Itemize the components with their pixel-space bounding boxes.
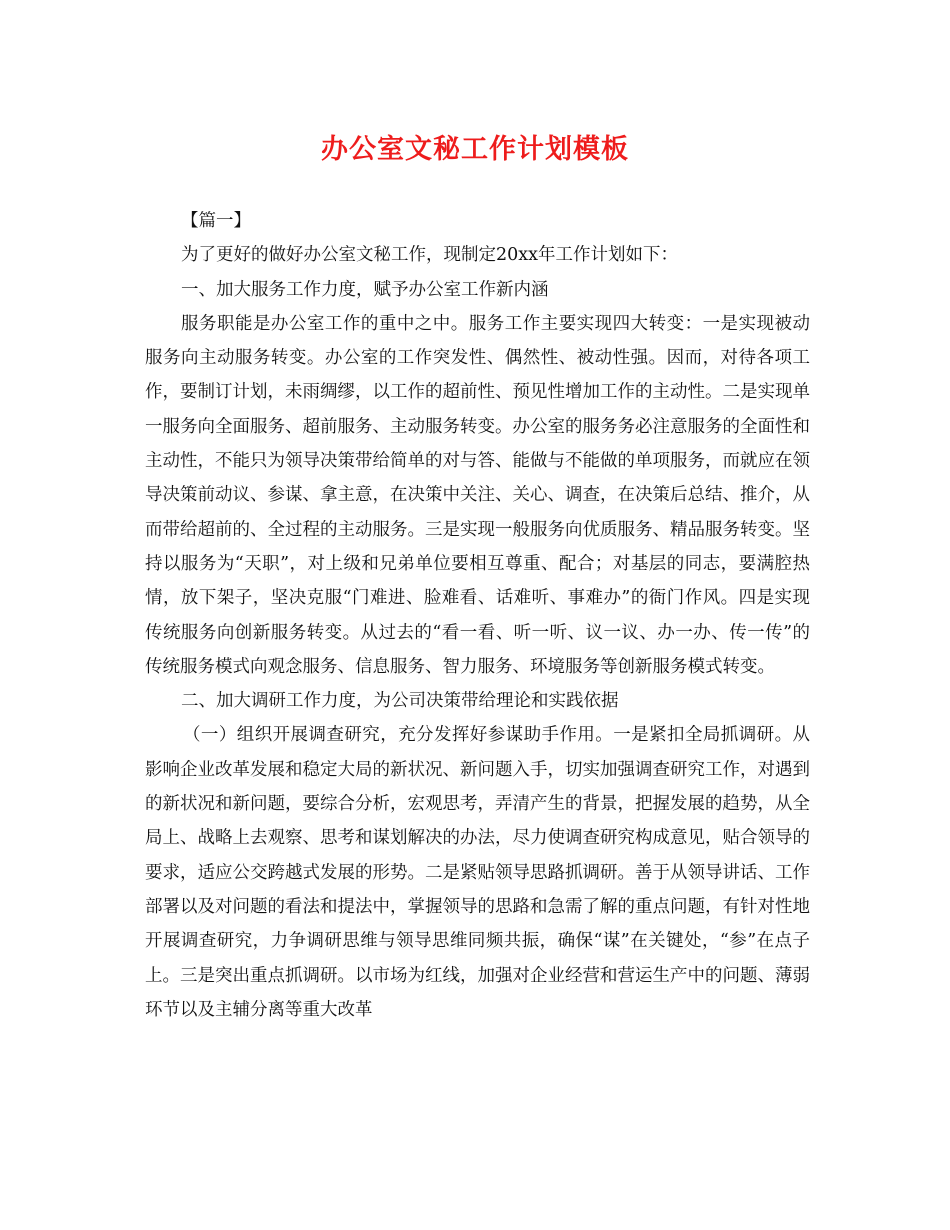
document-body bbox=[145, 204, 810, 1027]
paragraph-two: （一）组织开展调查研究，充分发挥好参谋助手作用。一是紧扣全局抓调研。从影响企业改革发展和稳定大局的新状况、新问题入手，切实加强调查研究工作，对遇到的新状况和新问题，要综合分析，宏观思考，弄清产生的背景，把握发展的趋势，从全局上、战略上去观察、思考和谋划解决的办法，尽力使调查研究构成意见，贴合领导的要求，适应公交跨越式发展的形势。二是紧贴领导思路抓调研。善于从领导讲话、工作部署以及对问题的看法和提法中，掌握领导的思路和急需了解的重点问题，有针对性地开展调查研究，力争调研思维与领导思维同频共振，确保“谋”在关键处，“参”在点子上。三是突出重点抓调研。以市场为红线，加强对企业经营和营运生产中的问题、薄弱环节以及主辅分离等重大改革 bbox=[145, 725, 810, 1020]
heading-one: 一、加大服务工作力度，赋予办公室工作新内涵 bbox=[181, 279, 549, 300]
heading-two: 二、加大调研工作力度，为公司决策带给理论和实践依据 bbox=[181, 691, 619, 712]
document-title: 办公室文秘工作计划模板 bbox=[321, 134, 629, 165]
paragraph-one: 服务职能是办公室工作的重中之中。服务工作主要实现四大转变：一是实现被动服务向主动服务转变。办公室的工作突发性、偶然性、被动性强。因而，对待各项工作，要制订计划，未雨绸缪，以工作的超前性、预见性增加工作的主动性。二是实现单一服务向全面服务、超前服务、主动服务转变。办公室的服务务必注意服务的全面性和主动性，不能只为领导决策带给简单的对与答、能做与不能做的单项服务，而就应在领导决策前动议、参谋、拿主意，在决策中关注、关心、调查，在决策后总结、推介，从而带给超前的、全过程的主动服务。三是实现一般服务向优质服务、精品服务转变。坚持以服务为“天职”，对上级和兄弟单位要相互尊重、配合；对基层的同志，要满腔热情，放下架子，坚决克服“门难进、脸难看、话难听、事难办”的衙门作风。四是实现传统服务向创新服务转变。从过去的“看一看、听一听、议一议、办一办、传一传”的传统服务模式向观念服务、信息服务、智力服务、环境服务等创新服务模式转变。 bbox=[145, 313, 810, 677]
intro-paragraph: 为了更好的做好办公室文秘工作，现制定20xx年工作计划如下： bbox=[181, 245, 679, 266]
section-label: 【篇一】 bbox=[181, 211, 251, 231]
